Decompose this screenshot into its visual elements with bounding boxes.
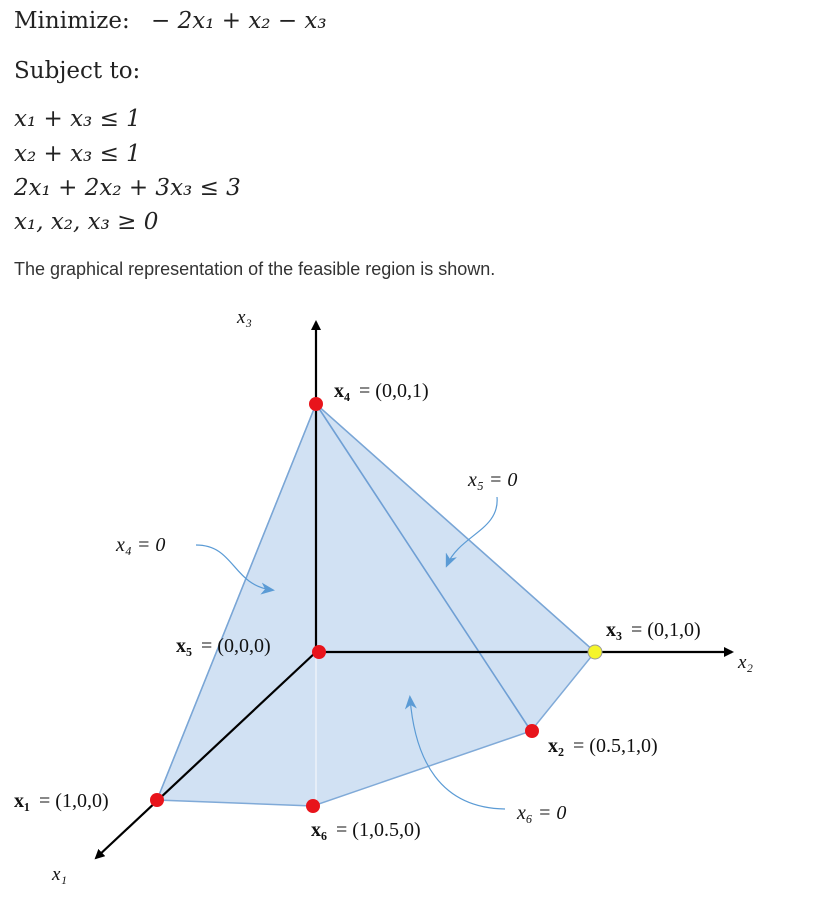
vertex-x2-name: x₂: [548, 735, 564, 757]
vertex-x6-coords: = (1,0.5,0): [336, 819, 421, 841]
x6-zero-label: x₆ = 0: [517, 802, 567, 824]
x1-axis-label: x₁: [52, 864, 68, 885]
vertex-x4-coords: = (0,0,1): [359, 380, 429, 402]
vertex-x4-label: [334, 380, 429, 402]
vertex-x1-label: [14, 790, 109, 812]
vertex-x5-label: [176, 635, 271, 657]
constraint-2: x₂ + x₃ ≤ 1: [14, 141, 141, 167]
vertex-x5-name: x₅: [176, 635, 192, 657]
minimize-label: Minimize:: [14, 8, 130, 34]
vertex-x4-marker: [309, 397, 323, 411]
vertex-x4-name: x₄: [334, 380, 350, 402]
vertex-x5-marker: [312, 645, 326, 659]
x5-zero-label: x₅ = 0: [468, 469, 518, 491]
vertex-x3-coords: = (0,1,0): [631, 619, 701, 641]
region-face-back: [157, 404, 595, 806]
vertex-x6-name: x₆: [311, 819, 327, 841]
vertex-x2-coords: = (0.5,1,0): [573, 735, 658, 757]
x3-axis-label: x₃: [237, 307, 253, 328]
vertex-x3-marker: [588, 645, 602, 659]
vertex-x3-label: [606, 619, 701, 641]
vertex-x3-name: x₃: [606, 619, 622, 641]
objective-expression: − 2x₁ + x₂ − x₃: [151, 8, 327, 34]
x2-axis-label: x₂: [738, 652, 754, 673]
caption: The graphical representation of the feasible region is shown.: [14, 259, 496, 279]
vertex-x6-marker: [306, 799, 320, 813]
subject-to-label: Subject to:: [14, 58, 141, 84]
vertex-x2-marker: [525, 724, 539, 738]
vertex-x5-coords: = (0,0,0): [201, 635, 271, 657]
constraint-4: x₁, x₂, x₃ ≥ 0: [14, 209, 159, 235]
x4-zero-label: x₄ = 0: [116, 534, 166, 556]
constraint-1: x₁ + x₃ ≤ 1: [14, 106, 141, 132]
vertex-x1-coords: = (1,0,0): [39, 790, 109, 812]
vertex-x6-label: [311, 819, 421, 841]
vertex-x2-label: [548, 735, 658, 757]
vertex-x1-name: x₁: [14, 790, 30, 812]
vertex-x1-marker: [150, 793, 164, 807]
constraint-3: 2x₁ + 2x₂ + 3x₃ ≤ 3: [14, 175, 241, 201]
